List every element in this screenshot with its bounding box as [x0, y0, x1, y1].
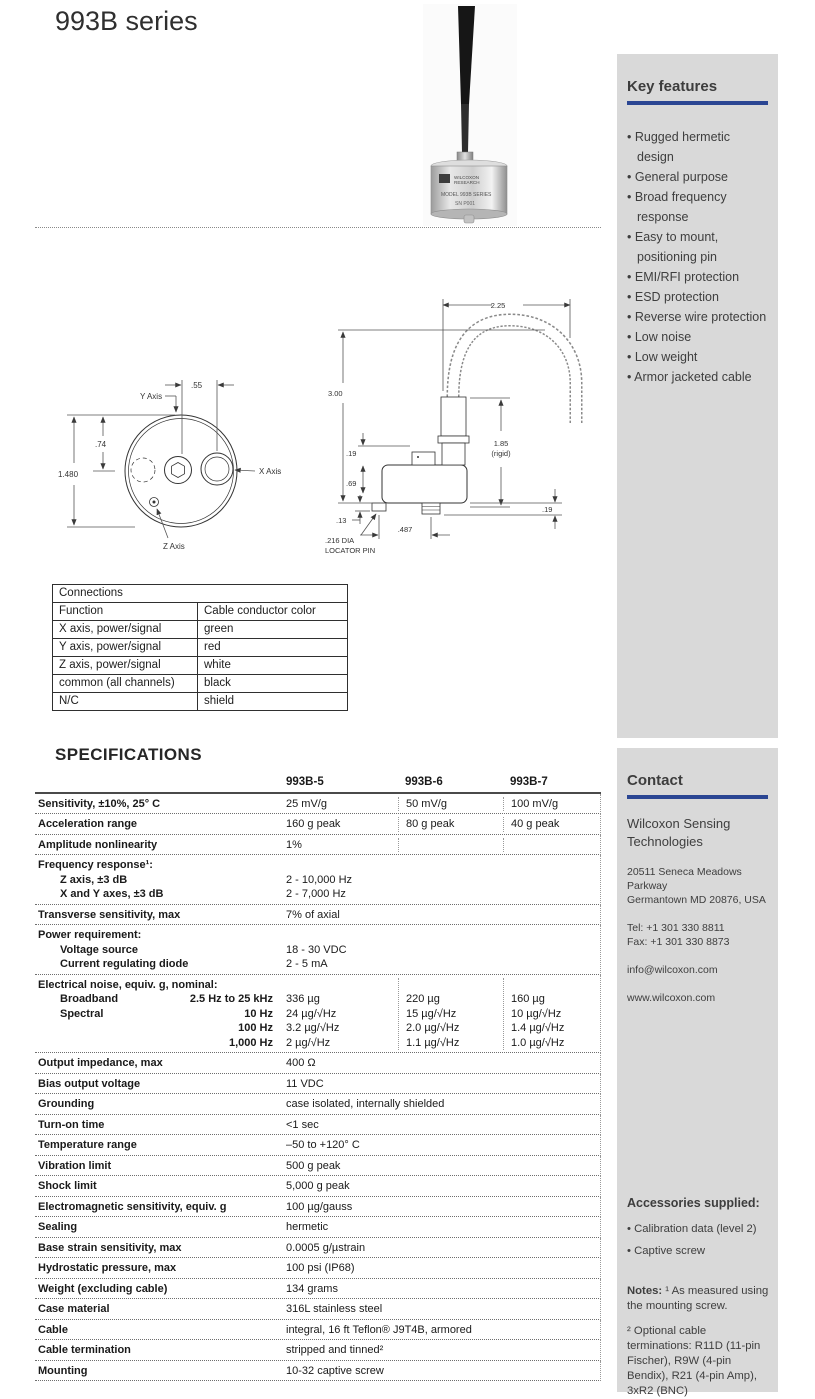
- connections-header-color: Cable conductor color: [198, 603, 347, 621]
- connections-table: [52, 584, 348, 711]
- spec-label: Temperature range: [38, 1139, 137, 1151]
- connection-function: Y axis, power/signal: [53, 639, 198, 657]
- spec-label: Acceleration range: [38, 818, 138, 830]
- dim-label: .487: [397, 525, 413, 534]
- locator-pin-note: LOCATOR PIN: [325, 546, 376, 555]
- spec-row: [35, 925, 601, 975]
- axis-label-x: X Axis: [259, 467, 282, 476]
- spec-label: Shock limit: [38, 1180, 97, 1192]
- company-address: [627, 865, 770, 907]
- spec-label: Grounding: [38, 1098, 95, 1110]
- spec-label: Frequency response¹: Z axis, ±3 dB X and Y axes, ±3 dB: [38, 859, 164, 900]
- spec-row: [35, 1217, 601, 1238]
- address-line: 20511 Seneca Meadows Parkway: [627, 866, 742, 892]
- connection-color: black: [198, 675, 347, 693]
- spec-row-noise: [35, 975, 601, 1054]
- dimension-lines: [67, 380, 255, 538]
- spec-value: 0.0005 g/µstrain: [286, 1241, 366, 1254]
- dim-label: .19: [542, 505, 553, 514]
- mounting-stud: [464, 215, 474, 223]
- dimension-drawing-side-view: [320, 283, 605, 568]
- table-row: [53, 657, 347, 675]
- accessories-block: [627, 1196, 770, 1399]
- notes: [627, 1284, 770, 1314]
- cable-stem-collar: [438, 436, 469, 443]
- table-row: [53, 693, 347, 710]
- website-link[interactable]: www.wilcoxon.com: [627, 992, 716, 1004]
- spec-value: 40 g peak: [503, 817, 601, 832]
- spec-row: [35, 1299, 601, 1320]
- spec-value: –50 to +120° C: [286, 1139, 360, 1151]
- armored-cable-core: [453, 320, 576, 423]
- spec-label: Electrical noise, equiv. g, nominal: Broadband 2.5 Hz to 25 kHz Spectral 10 Hz 100 Hz 1,000 Hz: [38, 978, 273, 1049]
- accessories-heading: Accessories supplied:: [627, 1196, 760, 1210]
- connections-title: Connections: [53, 585, 347, 603]
- top-boss: [412, 452, 435, 465]
- connection-color: white: [198, 657, 347, 675]
- spec-label: Bias output voltage: [38, 1077, 141, 1090]
- spec-value: 25 mV/g: [286, 797, 327, 810]
- spec-value: 5,000 g peak: [286, 1180, 350, 1192]
- spec-value: 160 µg 10 µg/√Hz 1.4 µg/√Hz 1.0 µg/√Hz: [503, 978, 601, 1051]
- connections-header-row: [53, 603, 347, 621]
- spec-row: [35, 1238, 601, 1259]
- spec-value: 160 g peak: [286, 818, 341, 830]
- spec-value: 134 grams: [286, 1282, 338, 1295]
- spec-row: [35, 835, 601, 856]
- spec-label: Base strain sensitivity, max: [38, 1241, 182, 1254]
- fax: Fax: +1 301 330 8873: [627, 936, 730, 948]
- x-axis-port-outer: [201, 453, 233, 485]
- photo-brand-line2: RESEARCH: [454, 180, 480, 185]
- spec-label: Sensitivity, ±10%, 25° C: [38, 797, 161, 810]
- hex-socket: [172, 463, 185, 478]
- spec-label: Cable: [38, 1323, 68, 1336]
- specifications-table: [35, 772, 601, 1381]
- photo-sn-label: SN P001: [455, 201, 476, 207]
- axis-label-z: Z Axis: [163, 542, 185, 551]
- spec-value: 50 mV/g: [398, 797, 503, 812]
- spec-label: Cable termination: [38, 1344, 131, 1356]
- model-column-header: 993B-5: [286, 776, 324, 788]
- spec-value: 1%: [286, 838, 302, 851]
- mounting-screw: [422, 503, 440, 514]
- feature-item: • Broad frequency response: [627, 187, 770, 227]
- spec-value: 18 - 30 VDC 2 - 5 mA: [286, 943, 347, 970]
- dim-label: 3.00: [328, 389, 343, 398]
- specifications-heading: SPECIFICATIONS: [55, 745, 202, 764]
- spec-value: 336 µg 24 µg/√Hz 3.2 µg/√Hz 2 µg/√Hz: [286, 993, 340, 1049]
- address-line: Germantown MD 20876, USA: [627, 894, 766, 906]
- spec-row: [35, 814, 601, 835]
- spec-value: 500 g peak: [286, 1159, 341, 1172]
- email-link[interactable]: info@wilcoxon.com: [627, 964, 718, 976]
- spec-label: Output impedance, max: [38, 1057, 163, 1069]
- spec-label: Weight (excluding cable): [38, 1282, 168, 1295]
- feature-item: • EMI/RFI protection: [627, 267, 770, 287]
- section-divider: [35, 227, 601, 228]
- spec-label: Transverse sensitivity, max: [38, 908, 181, 921]
- feature-item: • Low noise: [627, 327, 770, 347]
- accelerometer-photo: [423, 4, 517, 226]
- spec-row: [35, 905, 601, 926]
- table-row: [53, 639, 347, 657]
- product-photo: [423, 4, 517, 226]
- sensor-body-profile: [382, 465, 467, 503]
- model-column-header: 993B-6: [405, 776, 443, 788]
- connection-function: common (all channels): [53, 675, 198, 693]
- spec-row: [35, 1176, 601, 1197]
- dim-label: .74: [95, 440, 107, 449]
- spec-value: <1 sec: [286, 1118, 319, 1131]
- spec-value: 11 VDC: [286, 1077, 324, 1090]
- feature-item: • Armor jacketed cable: [627, 367, 770, 387]
- feature-item: • Rugged hermetic design: [627, 127, 770, 167]
- dim-label: .13: [336, 516, 347, 525]
- contact-panel: [617, 748, 778, 1397]
- table-row: [53, 621, 347, 639]
- spec-label: Amplitude nonlinearity: [38, 838, 158, 851]
- spec-value: integral, 16 ft Teflon® J9T4B, armored: [286, 1323, 472, 1336]
- feature-item: • General purpose: [627, 167, 770, 187]
- table-row: [53, 675, 347, 693]
- accessory-item: • Calibration data (level 2): [627, 1218, 770, 1240]
- accessory-item: • Captive screw: [627, 1240, 770, 1262]
- spec-label: Turn-on time: [38, 1118, 105, 1131]
- case-outline-outer: [125, 415, 237, 527]
- spec-value: 2 - 10,000 Hz 2 - 7,000 Hz: [286, 873, 353, 900]
- feature-item: • Low weight: [627, 347, 770, 367]
- connection-color: green: [198, 621, 347, 639]
- spec-value: case isolated, internally shielded: [286, 1098, 445, 1110]
- cable-stem-upper: [441, 397, 466, 436]
- spec-label: Mounting: [38, 1364, 88, 1377]
- feature-item: • Reverse wire protection: [627, 307, 770, 327]
- connection-color: red: [198, 639, 347, 657]
- z-axis-dot: [153, 501, 155, 503]
- heading-rule: [627, 795, 768, 799]
- key-features-list: [627, 127, 770, 387]
- hidden-hole: [131, 458, 155, 482]
- key-features-panel: [617, 54, 778, 738]
- center-screw-hole: [165, 457, 192, 484]
- spec-label: Hydrostatic pressure, max: [38, 1262, 177, 1274]
- dim-label: 1.85: [493, 439, 509, 448]
- key-features-heading: Key features: [627, 78, 718, 95]
- spec-row: [35, 1094, 601, 1115]
- dim-label: (rigid): [491, 449, 511, 458]
- connections-header-function: Function: [53, 603, 198, 621]
- dimension-drawing-top-view: [55, 288, 320, 566]
- case-outline-inner: [129, 419, 234, 524]
- connection-function: X axis, power/signal: [53, 621, 198, 639]
- connection-function: N/C: [53, 693, 198, 710]
- spec-row: [35, 1340, 601, 1361]
- cable-stem-lower: [442, 443, 465, 465]
- spec-value: 100 mV/g: [503, 797, 601, 812]
- connection-color: shield: [204, 695, 235, 707]
- spec-row: [35, 1258, 601, 1279]
- spec-row: [35, 1053, 601, 1074]
- spec-value: 220 µg 15 µg/√Hz 2.0 µg/√Hz 1.1 µg/√Hz: [398, 978, 503, 1051]
- spec-label: Case material: [38, 1303, 110, 1315]
- cable-sleeve: [461, 104, 469, 152]
- spec-value: 100 psi (IP68): [286, 1262, 355, 1274]
- dim-label: .19: [346, 449, 357, 458]
- notes-label: Notes:: [627, 1285, 663, 1297]
- photo-brand-line1: WILCOXON: [454, 175, 480, 180]
- dim-label: 1.480: [58, 470, 79, 479]
- spec-value: 100 µg/gauss: [286, 1200, 353, 1213]
- dim-label: .55: [191, 381, 203, 390]
- boss-dot: [417, 456, 419, 458]
- spec-row: [35, 794, 601, 815]
- dim-label: .69: [346, 479, 357, 488]
- spec-value: 7% of axial: [286, 908, 340, 921]
- photo-model-label: MODEL 993B SERIES: [441, 192, 492, 198]
- spec-row: [35, 855, 601, 905]
- brand-logo: [439, 174, 450, 183]
- phone-numbers: [627, 921, 770, 949]
- locator-pin-note: .216 DIA: [325, 536, 355, 545]
- company-name: Wilcoxon Sensing Technologies: [627, 816, 731, 849]
- feature-item: • ESD protection: [627, 287, 770, 307]
- page-title: 993B series: [55, 6, 198, 36]
- spec-label: Sealing: [38, 1221, 78, 1233]
- model-column-header: 993B-7: [510, 776, 548, 788]
- connection-function: Z axis, power/signal: [53, 657, 198, 675]
- feature-item: • Easy to mount, positioning pin: [627, 227, 770, 267]
- spec-value: 316L stainless steel: [286, 1303, 383, 1315]
- spec-header-row: [35, 772, 601, 794]
- spec-value: stripped and tinned²: [286, 1344, 384, 1356]
- contact-heading: Contact: [627, 772, 683, 789]
- spec-row: [35, 1115, 601, 1136]
- locator-pin: [372, 503, 386, 511]
- spec-row: [35, 1074, 601, 1095]
- spec-row: [35, 1156, 601, 1177]
- dim-label: 2.25: [490, 301, 506, 310]
- spec-row: [35, 1279, 601, 1300]
- spec-value: 10-32 captive screw: [286, 1364, 384, 1377]
- heading-rule: [627, 101, 768, 105]
- spec-label: Vibration limit: [38, 1159, 112, 1172]
- axis-label-y: Y Axis: [140, 392, 163, 401]
- note-2: ² Optional cable terminations: R11D (11-pin Fischer), R9W (4-pin Bendix), R21 (4-pin Amp), 3xR2 (BNC): [627, 1325, 761, 1397]
- spec-row: [35, 1135, 601, 1156]
- spec-value: 80 g peak: [398, 817, 503, 832]
- telephone: Tel: +1 301 330 8811: [627, 922, 725, 934]
- spec-row: [35, 1361, 601, 1382]
- spec-value: 400 Ω: [286, 1057, 316, 1069]
- spec-label: Power requirement: Voltage source Current regulating diode: [38, 929, 189, 970]
- spec-row: [35, 1320, 601, 1341]
- spec-value: hermetic: [286, 1221, 329, 1233]
- note-1: ¹ As measured using the mounting screw.: [627, 1285, 769, 1312]
- x-axis-port-inner: [205, 457, 229, 481]
- spec-row: [35, 1197, 601, 1218]
- spec-label: Electromagnetic sensitivity, equiv. g: [38, 1200, 227, 1213]
